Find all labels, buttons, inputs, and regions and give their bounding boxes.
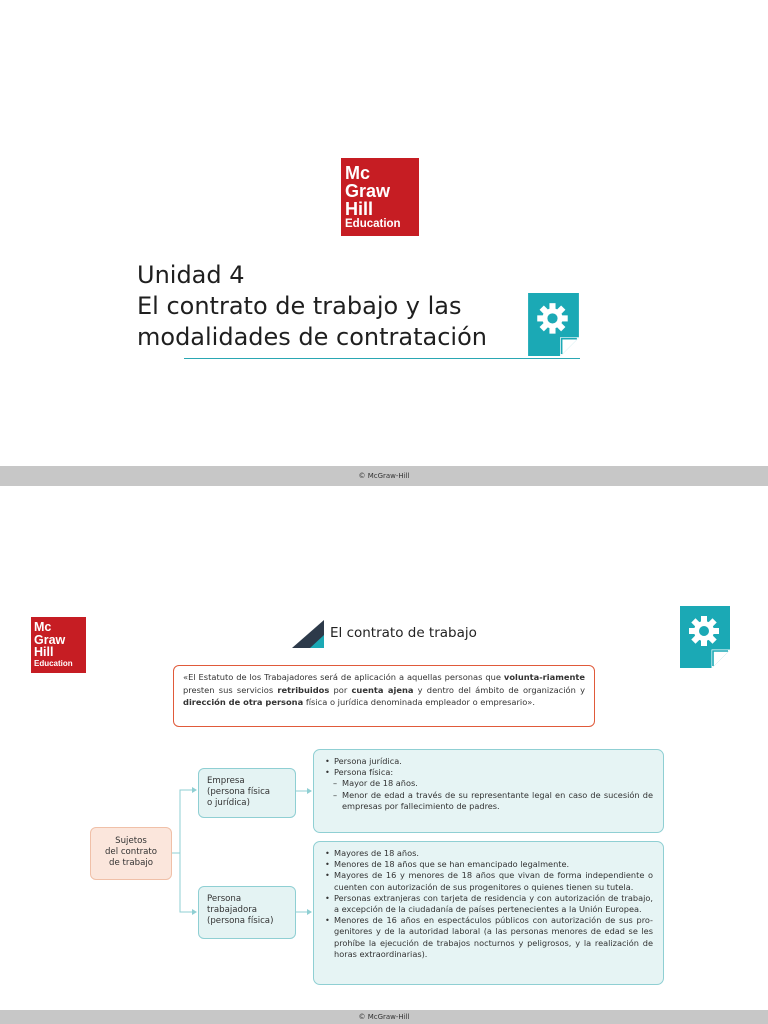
copyright-text: © McGraw-Hill (358, 1013, 410, 1021)
quote-emphasis: retribuidos (277, 684, 330, 695)
quote-text: por (329, 684, 352, 695)
quote-emphasis: dirección de otra persona (183, 697, 304, 707)
copyright-text: © McGraw-Hill (358, 472, 410, 480)
slide-footer (0, 1010, 768, 1024)
empresa-details (313, 749, 664, 833)
root-node-sujetos (90, 827, 172, 880)
quote-emphasis: volunta-riamente (503, 672, 585, 682)
node-label: Sujetos (115, 836, 147, 846)
list-item: • Persona jurídica. (324, 756, 653, 767)
node-label: del contrato (104, 847, 158, 857)
node-empresa (198, 768, 296, 818)
unit-title-line: modalidades de contratación (137, 323, 487, 351)
quote-text: y dentro del ámbito de organización y (413, 684, 585, 695)
node-label: o jurídica) (207, 798, 250, 808)
quote-text: presten sus servicios (183, 684, 278, 695)
quote-emphasis: cuenta ajena (351, 684, 414, 695)
list-item: • Mayores de 18 años. (324, 848, 653, 859)
node-label: Empresa (207, 776, 245, 786)
logo-line: Education (345, 218, 401, 230)
node-label: de trabajo (108, 858, 153, 868)
list-subitem: – Menor de edad a través de su representante legal en caso de sucesión de empresas por fallecimiento de padres. (324, 790, 653, 812)
logo-line: Mc (34, 620, 52, 634)
quote-text: «El Estatuto de los Trabajadores será de aplicación a aquellas personas que (183, 672, 504, 682)
list-item: • Menores de 18 años que se han emancipado legalmente. (324, 859, 653, 870)
unit-number: Unidad 4 (137, 261, 245, 289)
list-item: • Persona física: (324, 767, 653, 778)
section-title: El contrato de trabajo (330, 625, 477, 641)
unit-title-line: El contrato de trabajo y las (137, 292, 462, 320)
node-label: (persona física (207, 787, 271, 797)
quote-text: física o jurídica denominada empleador o empresario». (303, 697, 535, 707)
persona-details (313, 841, 664, 985)
node-label: (persona física) (207, 916, 274, 926)
logo-line: Mc (345, 163, 371, 183)
logo-line: Graw (345, 181, 391, 201)
list-item: • Menores de 16 años en espectáculos públicos con autorización de sus pro-genitores y de la autoridad laboral (a las personas menores de edad se les prohíbe la ejecución de trabajos nocturnos y peligrosos, y la realización de horas extraordinarias). (324, 915, 653, 960)
logo-line: Hill (34, 645, 54, 659)
logo-line: Graw (34, 632, 66, 647)
node-label: trabajadora (207, 905, 258, 915)
node-label: Persona (207, 894, 242, 904)
list-subitem: – Mayor de 18 años. (324, 778, 653, 789)
logo-line: Hill (345, 199, 374, 219)
list-item: • Mayores de 16 y menores de 18 años que vivan de forma independiente o cuenten con autorización de sus progenitores o quienes tienen su tutela. (324, 870, 653, 892)
list-item: • Personas extranjeras con tarjeta de residencia y con autorización de trabajo, a excepción de la ciudadanía de países pertenecientes a la Unión Europea. (324, 893, 653, 915)
node-persona-trabajadora (198, 886, 296, 939)
logo-line: Education (34, 658, 73, 668)
